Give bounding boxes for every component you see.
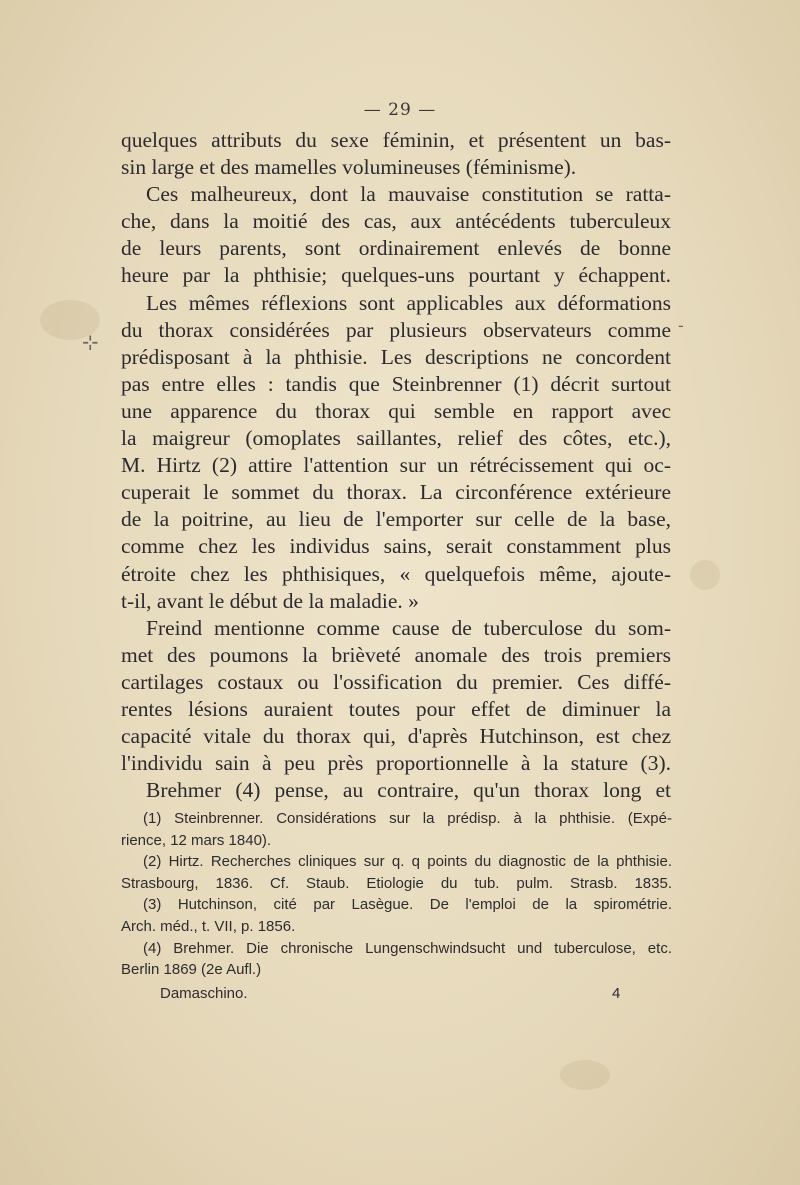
footnote-line: Arch. méd., t. VII, p. 1856. (121, 917, 296, 935)
footnote-line: (2) Hirtz. Recherches cliniques sur q. q points du diagnostic de la phthisie. (143, 853, 672, 871)
text-line: heure par la phthisie; quelques-uns pourtant y échappent. (121, 263, 671, 288)
text-line: Freind mentionne comme cause de tuberculose du som- (146, 615, 671, 640)
text-line: t-il, avant le début de la maladie. » (121, 588, 419, 613)
margin-pencil-mark: - (678, 316, 684, 335)
text-line: une apparence du thorax qui semble en rapport avec (121, 398, 671, 423)
signature-author: Damaschino. (160, 985, 248, 1002)
footnote-line: (3) Hutchinson, cité par Lasègue. De l'emploi de la spirométrie. (143, 896, 672, 914)
text-line: pas entre elles : tandis que Steinbrenner (1) décrit surtout (121, 371, 671, 396)
footnote-line: Berlin 1869 (2e Aufl.) (121, 961, 262, 979)
footnotes-block (121, 808, 672, 981)
paper-stain (690, 560, 720, 590)
text-line: Les mêmes réflexions sont applicables aux déformations (146, 290, 671, 315)
paper-stain (560, 1060, 610, 1090)
footnote-line: rience, 12 mars 1840). (121, 831, 272, 849)
text-line: l'individu sain à peu près proportionnelle à la stature (3). (121, 751, 671, 776)
text-line: la maigreur (omoplates saillantes, relief des côtes, etc.), (121, 426, 671, 451)
text-line: sin large et des mamelles volumineuses (féminisme). (121, 155, 577, 180)
text-line: cartilages costaux ou l'ossification du premier. Ces diffé- (121, 669, 671, 694)
page-number: — 29 — (363, 100, 437, 120)
footnote-line: (1) Steinbrenner. Considérations sur la prédisp. à la phthisie. (Expé- (143, 810, 672, 827)
text-line: prédisposant à la phthisie. Les descriptions ne concordent (121, 344, 671, 369)
text-line: quelques attributs du sexe féminin, et présentent un bas- (121, 128, 671, 152)
footnote-line: (4) Brehmer. Die chronische Lungenschwindsucht und tuberculose, etc. (143, 939, 672, 957)
text-line: rentes lésions auraient toutes pour effet de diminuer la (121, 696, 671, 721)
text-line: capacité vitale du thorax qui, d'après Hutchinson, est chez (121, 724, 671, 749)
text-line: de leurs parents, sont ordinairement enlevés de bonne (121, 236, 671, 261)
text-line: cuperait le sommet du thorax. La circonférence extérieure (121, 480, 671, 505)
signature-sheet-number: 4 (612, 985, 621, 1002)
text-line: de la poitrine, au lieu de l'emporter sur celle de la base, (121, 507, 671, 532)
text-line: comme chez les individus sains, serait constamment plus (121, 534, 671, 559)
footnote-line: Strasbourg, 1836. Cf. Staub. Etiologie du tub. pulm. Strasb. 1835. (121, 874, 672, 892)
text-line: M. Hirtz (2) attire l'attention sur un rétrécissement qui oc- (121, 453, 671, 478)
text-line: du thorax considérées par plusieurs observateurs comme (121, 317, 671, 342)
text-line: Brehmer (4) pense, au contraire, qu'un thorax long et (146, 778, 671, 803)
main-text-block (121, 127, 671, 804)
text-line: étroite chez les phthisiques, « quelquefois même, ajoute- (121, 561, 671, 586)
margin-pencil-mark: ⊹ (82, 330, 99, 354)
text-line: che, dans la moitié des cas, aux antécédents tuberculeux (121, 209, 671, 234)
text-line: met des poumons la brièveté anomale des trois premiers (121, 642, 671, 667)
text-line: Ces malheureux, dont la mauvaise constitution se ratta- (146, 182, 671, 207)
